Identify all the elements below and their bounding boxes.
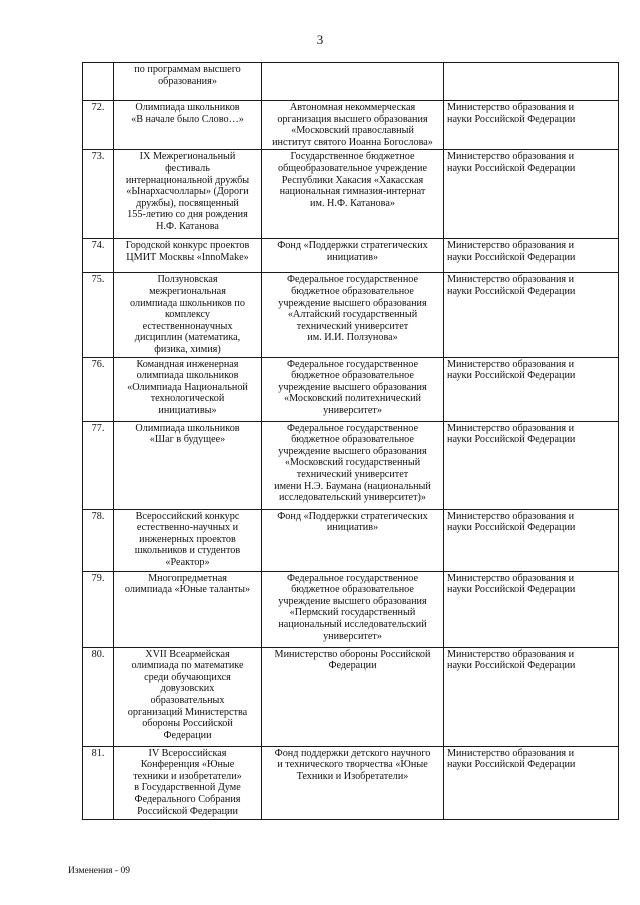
cell-ministry: Министерство образования и науки Российской Федерации [444,509,619,571]
cell-organizer: Фонд поддержки детского научного и технического творчества «Юные Техники и Изобретатели» [262,746,444,819]
cell-number: 80. [83,647,114,746]
cell-event-name: Всероссийский конкурс естественно-научных и инженерных проектов школьников и студентов «Реактор» [114,509,262,571]
cell-organizer: Федеральное государственное бюджетное образовательное учреждение высшего образования «Алтайский государственный технический университет им. И.И. Ползунова» [262,273,444,357]
olympiad-table [82,62,619,820]
cell-ministry: Министерство образования и науки Российской Федерации [444,101,619,150]
cell-event-name: по программам высшего образования» [114,63,262,101]
cell-number: 74. [83,239,114,273]
cell-organizer: Государственное бюджетное общеобразовательное учреждение Республики Хакасия «Хакасская национальная гимназия-интернат им. Н.Ф. Катанова» [262,150,444,239]
table-row [83,150,619,239]
table-body [83,63,619,820]
cell-number: 79. [83,571,114,647]
table-row [83,101,619,150]
cell-event-name: Олимпиада школьников «В начале было Слово…» [114,101,262,150]
table-row [83,357,619,421]
table-row [83,239,619,273]
table-row [83,647,619,746]
cell-ministry: Министерство образования и науки Российской Федерации [444,357,619,421]
cell-event-name: Городской конкурс проектов ЦМИТ Москвы «InnoMake» [114,239,262,273]
cell-ministry: Министерство образования и науки Российской Федерации [444,239,619,273]
table-row [83,63,619,101]
cell-number: 81. [83,746,114,819]
cell-number: 75. [83,273,114,357]
cell-ministry: Министерство образования и науки Российской Федерации [444,571,619,647]
table-row [83,509,619,571]
cell-organizer: Федеральное государственное бюджетное образовательное учреждение высшего образования «Московский политехнический университет» [262,357,444,421]
cell-number: 73. [83,150,114,239]
cell-organizer: Министерство обороны Российской Федерации [262,647,444,746]
cell-organizer: Федеральное государственное бюджетное образовательное учреждение высшего образования «Пермский государственный национальный исследовательский университет» [262,571,444,647]
cell-number: 76. [83,357,114,421]
table-row [83,273,619,357]
cell-organizer [262,63,444,101]
cell-number: 72. [83,101,114,150]
cell-ministry: Министерство образования и науки Российской Федерации [444,746,619,819]
cell-organizer: Федеральное государственное бюджетное образовательное учреждение высшего образования «Московский государственный технический университет имени Н.Э. Баумана (национальный исследовательский университет)» [262,421,444,509]
cell-ministry: Министерство образования и науки Российской Федерации [444,273,619,357]
cell-event-name: XVII Всеармейская олимпиада по математике среди обучающихся довузовских образовательных организаций Министерства обороны Российской Федерации [114,647,262,746]
cell-organizer: Автономная некоммерческая организация высшего образования «Московский православный институт святого Иоанна Богослова» [262,101,444,150]
cell-event-name: IV Всероссийская Конференция «Юные техники и изобретатели» в Государственной Думе Федерального Собрания Российской Федерации [114,746,262,819]
table-row [83,421,619,509]
page-number: 3 [316,32,324,47]
cell-event-name: Ползуновская межрегиональная олимпиада школьников по комплексу естественнонаучных дисциплин (математика, физика, химия) [114,273,262,357]
cell-event-name: Многопредметная олимпиада «Юные таланты» [114,571,262,647]
cell-organizer: Фонд «Поддержки стратегических инициатив» [262,509,444,571]
cell-organizer: Фонд «Поддержки стратегических инициатив» [262,239,444,273]
cell-number: 78. [83,509,114,571]
cell-event-name: Олимпиада школьников «Шаг в будущее» [114,421,262,509]
cell-event-name: Командная инженерная олимпиада школьников «Олимпиада Национальной технологической инициативы» [114,357,262,421]
cell-ministry: Министерство образования и науки Российской Федерации [444,647,619,746]
footer-revision: Изменения - 09 [68,866,130,876]
table-row [83,571,619,647]
cell-event-name: IX Межрегиональный фестиваль интернациональной дружбы «Ынархасчоллары» (Дороги дружбы), посвященный 155-летию со дня рождения Н.Ф. Катанова [114,150,262,239]
cell-ministry [444,63,619,101]
cell-number [83,63,114,101]
table-row [83,746,619,819]
cell-number: 77. [83,421,114,509]
cell-ministry: Министерство образования и науки Российской Федерации [444,150,619,239]
cell-ministry: Министерство образования и науки Российской Федерации [444,421,619,509]
